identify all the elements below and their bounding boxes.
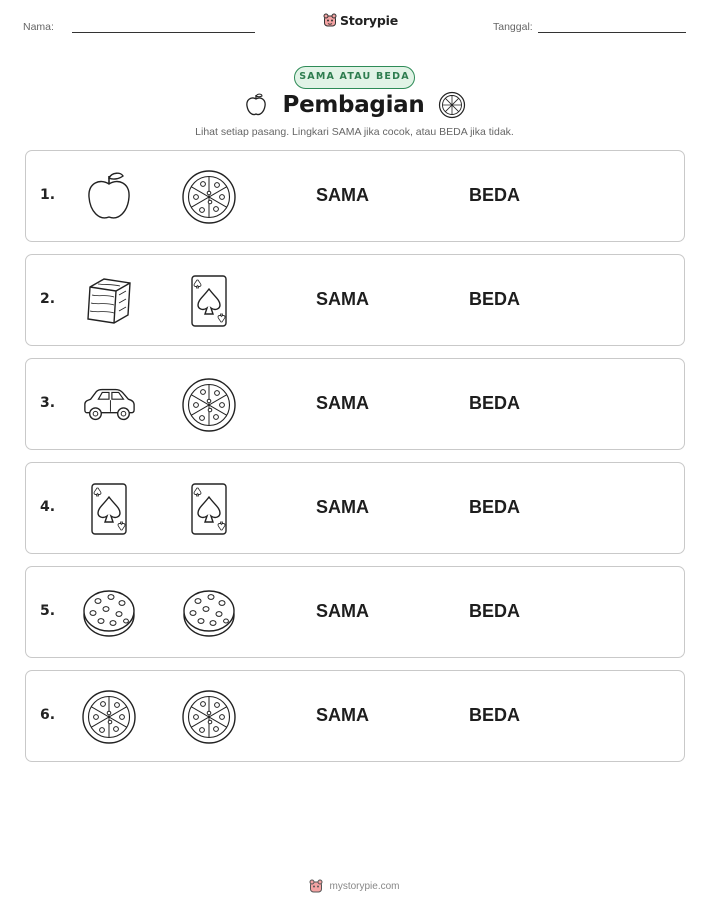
same-option[interactable]: SAMA xyxy=(316,705,369,725)
spade-card-icon xyxy=(81,481,137,537)
question-number: 5. xyxy=(40,603,56,619)
spade-card-icon xyxy=(181,481,237,537)
different-option[interactable]: BEDA xyxy=(469,601,521,621)
apple-icon xyxy=(243,92,269,118)
pizza-icon xyxy=(181,377,237,433)
different-option[interactable]: BEDA xyxy=(469,185,521,205)
pizza-icon xyxy=(181,689,237,745)
same-option[interactable]: SAMA xyxy=(316,393,369,413)
activity-badge: SAMA ATAU BEDA xyxy=(294,66,415,89)
storypie-mascot-icon xyxy=(309,879,323,894)
question-row xyxy=(25,358,685,450)
cookie-icon xyxy=(81,585,137,641)
apple-icon xyxy=(81,169,137,225)
question-number: 2. xyxy=(40,291,56,307)
same-option[interactable]: SAMA xyxy=(316,289,369,309)
storypie-mascot-icon xyxy=(323,13,337,28)
question-row xyxy=(25,670,685,762)
question-number: 4. xyxy=(40,499,56,515)
question-number: 1. xyxy=(40,187,56,203)
name-label: Nama: xyxy=(23,21,54,33)
date-line[interactable] xyxy=(538,32,686,33)
question-row xyxy=(25,566,685,658)
same-option[interactable]: SAMA xyxy=(316,497,369,517)
different-option[interactable]: BEDA xyxy=(469,705,521,725)
brand-logo xyxy=(323,13,398,28)
wooden-cube-icon xyxy=(81,273,137,329)
car-icon xyxy=(81,377,137,433)
pizza-icon xyxy=(438,91,466,119)
different-option[interactable]: BEDA xyxy=(469,497,521,517)
footer-site[interactable]: mystorypie.com xyxy=(329,881,400,892)
cookie-icon xyxy=(181,585,237,641)
question-number: 6. xyxy=(40,707,56,723)
instructions: Lihat setiap pasang. Lingkari SAMA jika cocok, atau BEDA jika tidak. xyxy=(195,126,514,138)
date-label: Tanggal: xyxy=(493,21,533,33)
brand-name: Storypie xyxy=(340,13,398,28)
question-row xyxy=(25,462,685,554)
page-title: Pembagian xyxy=(282,92,425,118)
different-option[interactable]: BEDA xyxy=(469,393,521,413)
different-option[interactable]: BEDA xyxy=(469,289,521,309)
question-row xyxy=(25,150,685,242)
title-row xyxy=(0,91,709,119)
question-number: 3. xyxy=(40,395,56,411)
same-option[interactable]: SAMA xyxy=(316,601,369,621)
pizza-icon xyxy=(81,689,137,745)
question-row xyxy=(25,254,685,346)
same-option[interactable]: SAMA xyxy=(316,185,369,205)
name-line[interactable] xyxy=(72,32,255,33)
spade-card-icon xyxy=(181,273,237,329)
pizza-icon xyxy=(181,169,237,225)
footer xyxy=(0,879,709,894)
